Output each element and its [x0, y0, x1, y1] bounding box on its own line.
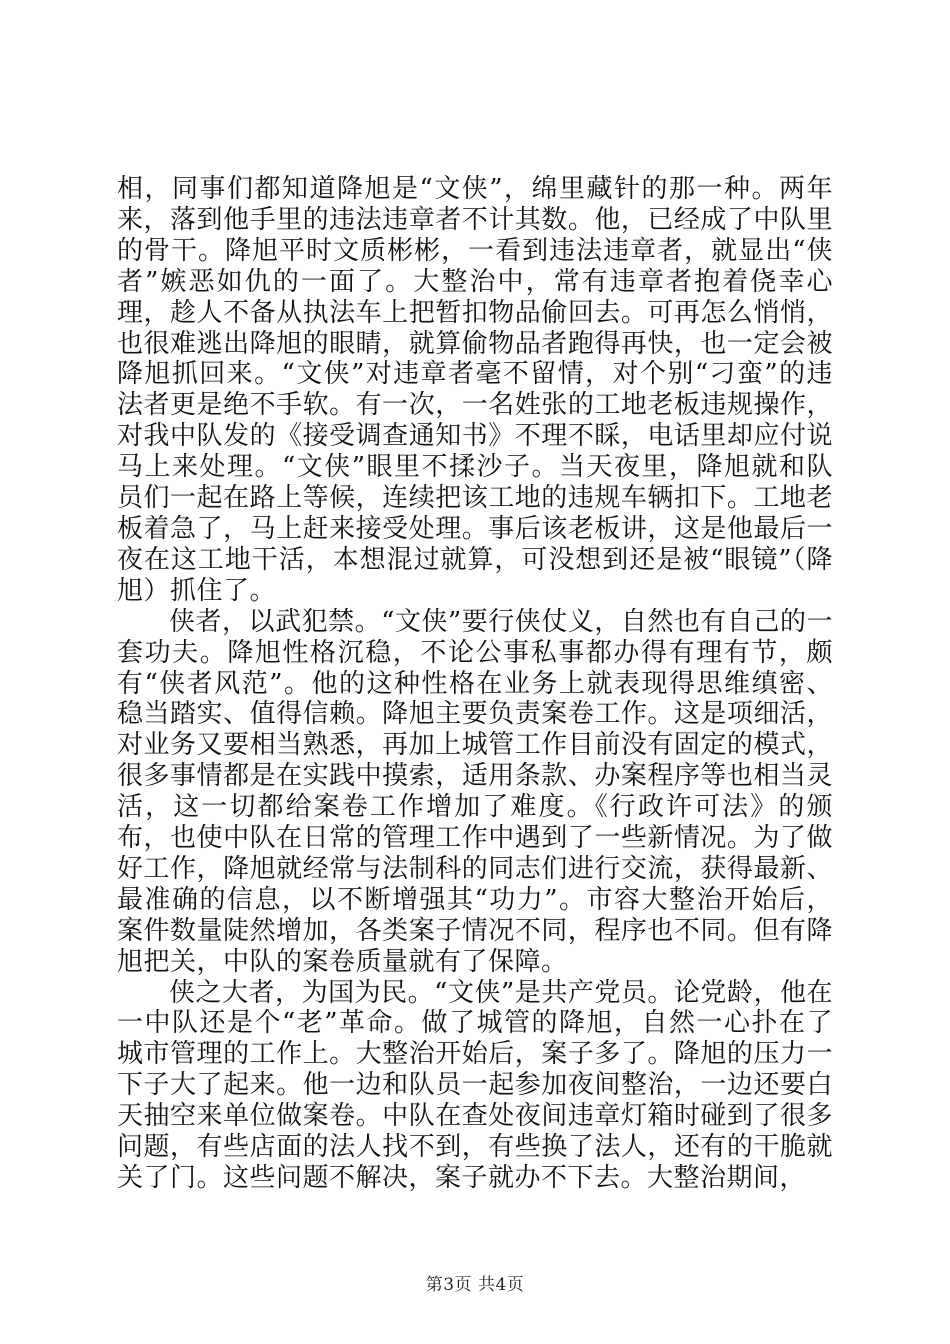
paragraph-3: 侠之大者，为国为民。“文侠”是共产党员。论党龄，他在一中队还是个“老”革命。做了城管的降旭，自然一心扑在了城市管理的工作上。大整治开始后，案子多了。降旭的压力一下子大了起来。他一边和队员一起参加夜间整治，一边还要白天抽空来单位做案卷。中队在查处夜间违章灯箱时碰到了很多问题，有些店面的法人找不到，有些换了法人，还有的干脆就关了门。这些问题不解决，案子就办不下去。大整治期间， [117, 977, 833, 1193]
paragraph-1: 相，同事们都知道降旭是“文侠”，绵里藏针的那一种。两年来，落到他手里的违法违章者不计其数。他，已经成了中队里的骨干。降旭平时文质彬彬，一看到违法违章者，就显出“侠者”嫉恶如仇的一面了。大整治中，常有违章者抱着侥幸心理，趁人不备从执法车上把暂扣物品偷回去。可再怎么悄悄，也很难逃出降旭的眼睛，就算偷物品者跑得再快，也一定会被降旭抓回来。“文侠”对违章者毫不留情，对个别“刁蛮”的违法者更是绝不手软。有一次，一名姓张的工地老板违规操作，对我中队发的《接受调查通知书》不理不睬，电话里却应付说马上来处理。“文侠”眼里不揉沙子。当天夜里，降旭就和队员们一起在路上等候，连续把该工地的违规车辆扣下。工地老板着急了，马上赶来接受处理。事后该老板讲，这是他最后一夜在这工地干活，本想混过就算，可没想到还是被“眼镜”（降旭）抓住了。 [117, 174, 833, 606]
paragraph-2: 侠者，以武犯禁。“文侠”要行侠仗义，自然也有自己的一套功夫。降旭性格沉稳，不论公事私事都办得有理有节，颇有“侠者风范”。他的这种性格在业务上就表现得思维缜密、稳当踏实、值得信赖。降旭主要负责案卷工作。这是项细活，对业务又要相当熟悉，再加上城管工作目前没有固定的模式，很多事情都是在实践中摸索，适用条款、办案程序等也相当灵活，这一切都给案卷工作增加了难度。《行政许可法》的颁布，也使中队在日常的管理工作中遇到了一些新情况。为了做好工作，降旭就经常与法制科的同志们进行交流，获得最新、最准确的信息，以不断增强其“功力”。市容大整治开始后，案件数量陡然增加，各类案子情况不同，程序也不同。但有降旭把关，中队的案卷质量就有了保障。 [117, 606, 833, 977]
document-body [117, 174, 833, 1194]
page-number-footer: 第3页 共4页 [425, 1275, 525, 1295]
